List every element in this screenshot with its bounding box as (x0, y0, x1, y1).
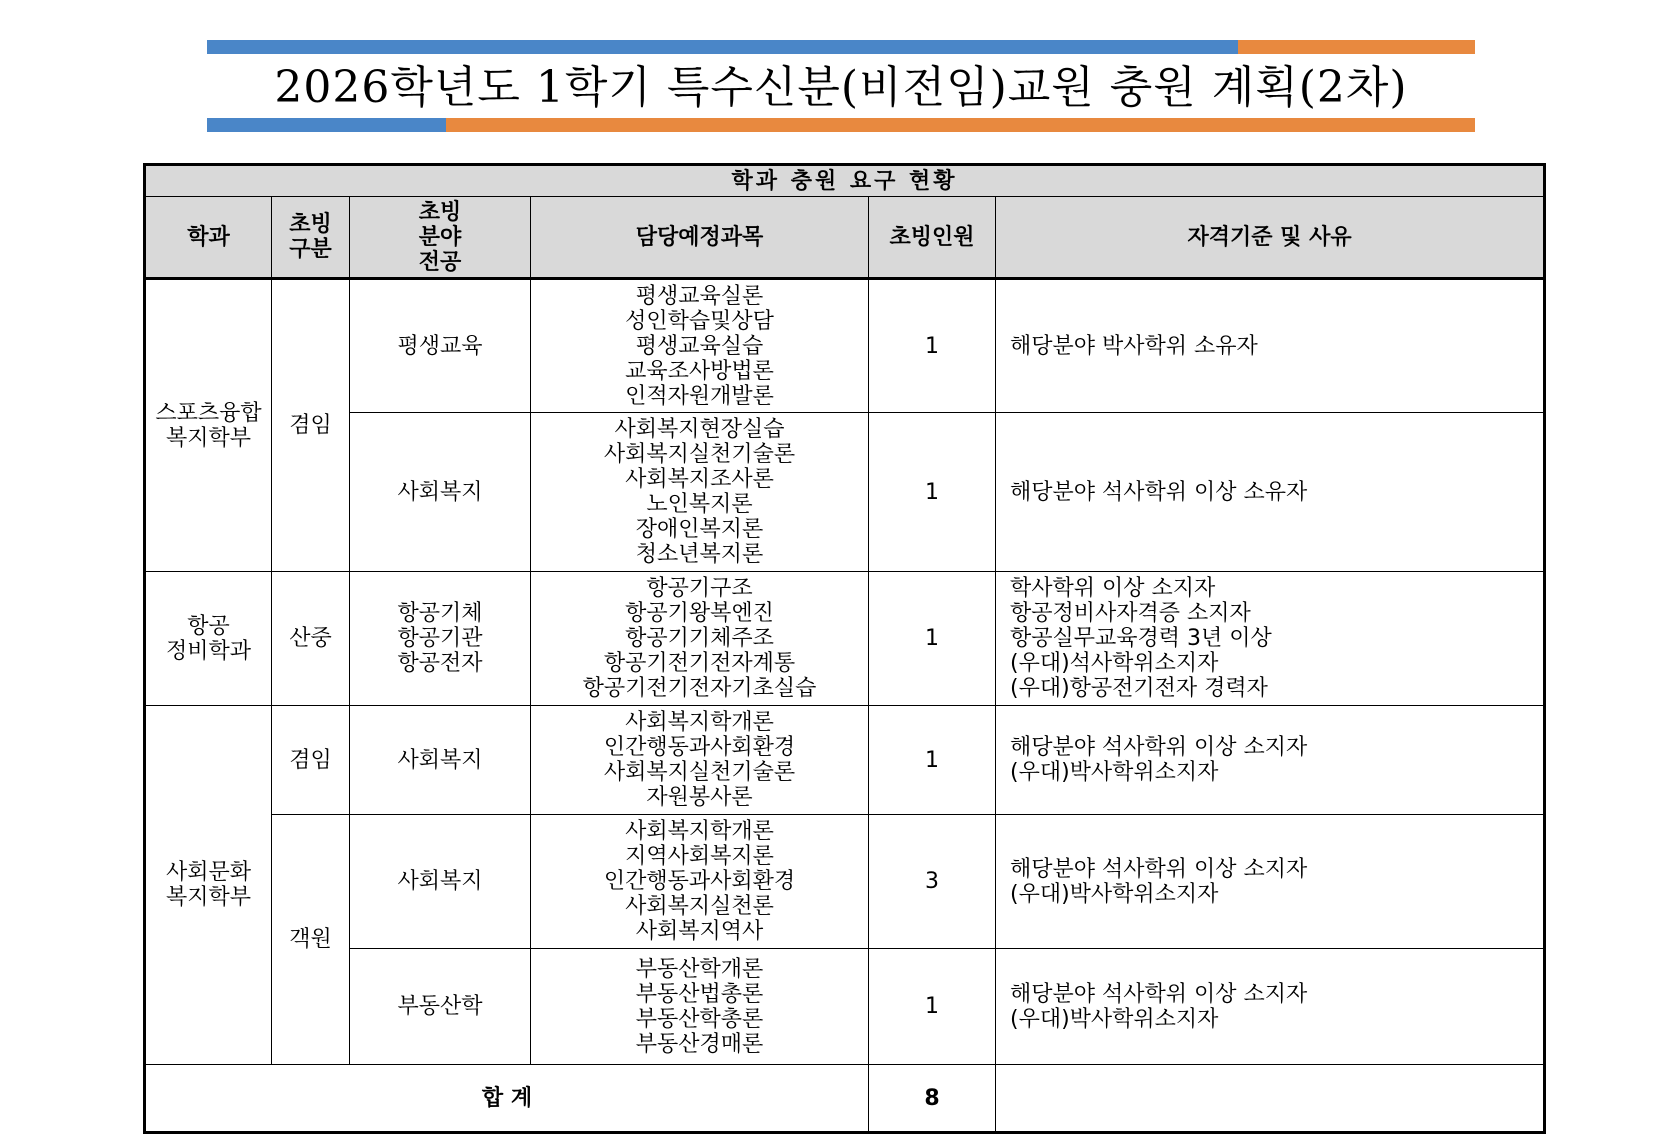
subject-line: 사회복지학개론 (625, 819, 774, 844)
header-field-line: 분야 (418, 224, 462, 250)
header-field-line: 전공 (418, 249, 462, 275)
criteria-cell (996, 413, 1545, 572)
field-cell (350, 413, 531, 572)
bottom-bar-blue (207, 118, 446, 132)
header-dept: 학과 (145, 197, 272, 279)
field-line: 사회복지 (397, 479, 483, 505)
subject-line: 항공기전기전자기초실습 (582, 676, 817, 701)
type-cell: 겸임 (272, 706, 350, 815)
header-subjects: 담당예정과목 (531, 197, 869, 279)
subject-line: 성인학습및상담 (625, 308, 774, 334)
total-value: 8 (869, 1065, 996, 1133)
subject-line: 인적자원개발론 (625, 383, 774, 409)
criteria-line: 해당분야 석사학위 이상 소지자 (1010, 981, 1308, 1007)
dept-line: 복지학부 (165, 425, 251, 451)
subject-line: 사회복지학개론 (625, 710, 774, 735)
page-title: 2026학년도 1학기 특수신분(비전임)교원 충원 계획(2차) (274, 62, 1408, 113)
criteria-cell (996, 279, 1545, 413)
table-row (145, 706, 1545, 815)
dept-line: 스포츠융합 (155, 400, 262, 426)
header-field-line: 초빙 (418, 199, 462, 225)
group-header: 학과 충원 요구 현황 (145, 165, 1545, 197)
subject-line: 사회복지실천기술론 (603, 760, 796, 785)
subject-line: 부동산학총론 (635, 1006, 764, 1032)
subject-line: 사회복지현장실습 (614, 417, 785, 442)
bottom-bar-orange (446, 118, 1475, 132)
subject-line: 평생교육실습 (635, 333, 764, 359)
field-line: 사회복지 (397, 869, 483, 894)
subject-line: 사회복지실천론 (625, 894, 774, 919)
field-cell (350, 815, 531, 949)
field-line: 항공전자 (397, 651, 483, 676)
count-cell: 1 (869, 279, 996, 413)
subject-line: 지역사회복지론 (625, 844, 774, 869)
table-group-header-row (145, 165, 1545, 197)
criteria-line: 학사학위 이상 소지자 (1010, 576, 1216, 601)
subject-line: 인간행동과사회환경 (603, 735, 796, 760)
field-line: 항공기체 (397, 601, 483, 626)
type-cell: 객원 (272, 815, 350, 1065)
type-cell: 겸임 (272, 279, 350, 572)
header-type-line: 구분 (289, 237, 332, 262)
count-cell: 1 (869, 572, 996, 706)
total-criteria-empty (996, 1065, 1545, 1133)
field-cell (350, 949, 531, 1065)
criteria-line: 항공실무교육경력 3년 이상 (1010, 626, 1272, 651)
subjects-cell (531, 413, 869, 572)
criteria-line: 해당분야 박사학위 소유자 (1010, 333, 1258, 359)
criteria-line: (우대)항공전기전자 경력자 (1010, 676, 1268, 701)
criteria-cell (996, 706, 1545, 815)
subjects-cell (531, 572, 869, 706)
field-line: 평생교육 (397, 333, 483, 359)
subject-line: 항공기왕복엔진 (625, 601, 774, 626)
subject-line: 자원봉사론 (646, 785, 753, 810)
subject-line: 인간행동과사회환경 (603, 869, 796, 894)
criteria-line: (우대)박사학위소지자 (1010, 760, 1219, 785)
table-row (145, 949, 1545, 1065)
header-type (272, 197, 350, 279)
subject-line: 장애인복지론 (635, 517, 764, 542)
total-row (145, 1065, 1545, 1133)
count-cell: 1 (869, 706, 996, 815)
subject-line: 부동산경매론 (635, 1031, 764, 1057)
subject-line: 부동산학개론 (635, 956, 764, 982)
criteria-line: 해당분야 석사학위 이상 소지자 (1010, 735, 1308, 760)
subject-line: 항공기구조 (646, 576, 753, 601)
subject-line: 평생교육실론 (635, 283, 764, 309)
subject-line: 교육조사방법론 (625, 358, 774, 384)
subject-line: 항공기전기전자계통 (603, 651, 796, 676)
recruitment-table (143, 163, 1546, 1134)
criteria-line: 해당분야 석사학위 이상 소유자 (1010, 479, 1308, 505)
criteria-cell (996, 815, 1545, 949)
field-line: 사회복지 (397, 747, 483, 773)
total-label: 합 계 (145, 1065, 869, 1133)
subject-line: 항공기기체주조 (625, 626, 774, 651)
criteria-line: (우대)박사학위소지자 (1010, 881, 1219, 907)
dept-cell (145, 279, 272, 572)
dept-line: 정비학과 (165, 638, 251, 664)
table-row (145, 572, 1545, 706)
top-bar-orange (1238, 40, 1475, 54)
subjects-cell (531, 706, 869, 815)
subject-line: 사회복지실천기술론 (603, 442, 796, 467)
dept-cell (145, 572, 272, 706)
subjects-cell (531, 949, 869, 1065)
header-count: 초빙인원 (869, 197, 996, 279)
field-cell (350, 279, 531, 413)
table-row (145, 815, 1545, 949)
dept-line: 항공 (187, 613, 230, 639)
subject-line: 노인복지론 (646, 492, 753, 517)
table-row (145, 279, 1545, 413)
table-header-row (145, 197, 1545, 279)
count-cell: 1 (869, 949, 996, 1065)
criteria-line: 항공정비사자격증 소지자 (1010, 601, 1251, 626)
count-cell: 3 (869, 815, 996, 949)
dept-line: 사회문화 (165, 860, 251, 885)
field-cell (350, 706, 531, 815)
dept-line: 복지학부 (165, 885, 251, 910)
criteria-line: 해당분야 석사학위 이상 소지자 (1010, 856, 1308, 882)
table-row (145, 413, 1545, 572)
subjects-cell (531, 279, 869, 413)
top-bar-blue (207, 40, 1238, 54)
field-cell (350, 572, 531, 706)
criteria-cell (996, 949, 1545, 1065)
criteria-line: (우대)박사학위소지자 (1010, 1006, 1219, 1032)
subject-line: 사회복지역사 (635, 919, 764, 944)
field-line: 항공기관 (397, 626, 483, 651)
criteria-cell (996, 572, 1545, 706)
subject-line: 사회복지조사론 (625, 467, 774, 492)
header-type-line: 초빙 (289, 212, 332, 237)
header-criteria: 자격기준 및 사유 (996, 197, 1545, 279)
field-line: 부동산학 (397, 994, 483, 1019)
header-field (350, 197, 531, 279)
subjects-cell (531, 815, 869, 949)
dept-cell (145, 706, 272, 1065)
criteria-line: (우대)석사학위소지자 (1010, 651, 1219, 676)
count-cell: 1 (869, 413, 996, 572)
type-cell: 산중 (272, 572, 350, 706)
subject-line: 부동산법총론 (635, 981, 764, 1007)
subject-line: 청소년복지론 (635, 542, 764, 567)
